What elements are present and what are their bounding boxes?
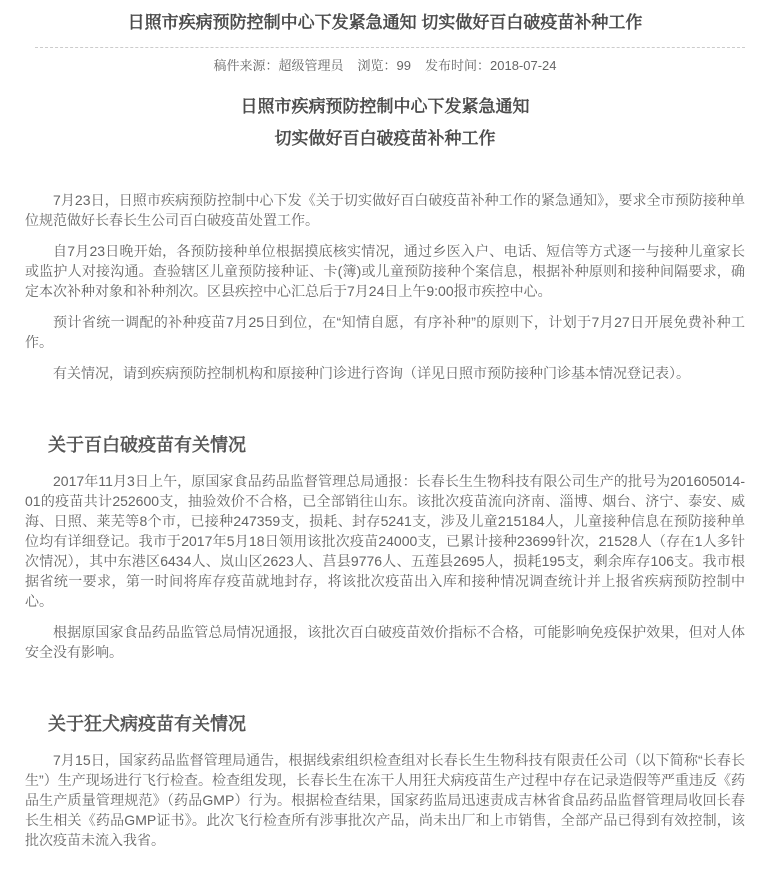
intro-paragraph: 预计省统一调配的补种疫苗7月25日到位，在“知情自愿，有序补种”的原则下，计划于7月27日开展免费补种工作。 bbox=[25, 314, 745, 350]
article-meta bbox=[25, 57, 745, 75]
section-paragraph: 2017年11月3日上午，原国家食品药品监督管理总局通报：长春长生生物科技有限公司生产的批号为201605014-01的疫苗共计252600支，抽验效价不合格，已全部销往山东。该批次疫苗流向济南、淄博、烟台、济宁、泰安、威海、日照、莱芜等8个市，已接种247359支，损耗、封存5241支，涉及儿童215184人，儿童接种信息在预防接种单位均有详细登记。我市于2017年5月18日领用该批次疫苗24000支，已累计接种23699针次，21528人（存在1人多针次情况），其中东港区6434人、岚山区2623人、莒县9776人、五莲县2695人，损耗195支，剩余库存106支。我市根据省统一要求，第一时间将库存疫苗就地封存，将该批次疫苗出入库和接种情况调查统计并上报省疾病预防控制中心。 bbox=[25, 473, 745, 609]
dashed-divider bbox=[35, 47, 745, 48]
meta-source bbox=[213, 58, 343, 73]
meta-views-label: 浏览： bbox=[357, 58, 397, 73]
article-body bbox=[25, 190, 745, 850]
article-subtitle-line2: 切实做好百白破疫苗补种工作 bbox=[274, 129, 496, 148]
section-heading-rabies-vaccine: 关于狂犬病疫苗有关情况 bbox=[48, 714, 246, 734]
section-heading-dtap-vaccine: 关于百白破疫苗有关情况 bbox=[48, 435, 246, 455]
section-paragraph: 7月15日，国家药品监督管理局通告，根据线索组织检查组对长春长生生物科技有限责任公司（以下简称“长春长生”）生产现场进行飞行检查。检查组发现，长春长生在冻干人用狂犬病疫苗生产过程中存在记录造假等严重违反《药品生产质量管理规范》（药品GMP）行为。根据检查结果，国家药监局迅速责成吉林省食品药品监督管理局收回长春长生相关《药品GMP证书》。此次飞行检查所有涉事批次产品，尚未出厂和上市销售，全部产品已得到有效控制，该批次疫苗未流入我省。 bbox=[25, 752, 745, 848]
intro-paragraph: 有关情况，请到疾病预防控制机构和原接种门诊进行咨询（详见日照市预防接种门诊基本情况登记表）。 bbox=[53, 365, 690, 381]
meta-publish-value: 2018-07-24 bbox=[490, 58, 557, 73]
meta-publish-time bbox=[425, 58, 557, 73]
meta-source-label: 稿件来源： bbox=[213, 58, 279, 73]
page-title: 日照市疾病预防控制中心下发紧急通知 切实做好百白破疫苗补种工作 bbox=[127, 13, 643, 32]
section-paragraph: 根据原国家食品药品监管总局情况通报，该批次百白破疫苗效价指标不合格，可能影响免疫保护效果，但对人体安全没有影响。 bbox=[25, 624, 745, 660]
meta-views bbox=[358, 58, 411, 73]
meta-source-value: 超级管理员 bbox=[278, 58, 344, 73]
meta-views-value: 99 bbox=[396, 58, 411, 73]
intro-paragraph: 7月23日，日照市疾病预防控制中心下发《关于切实做好百白破疫苗补种工作的紧急通知》，要求全市预防接种单位规范做好长春长生公司百白破疫苗处置工作。 bbox=[25, 192, 745, 228]
intro-paragraph: 自7月23日晚开始，各预防接种单位根据摸底核实情况，通过乡医入户、电话、短信等方式逐一与接种儿童家长或监护人对接沟通。查验辖区儿童预防接种证、卡(簿)或儿童预防接种个案信息，根据补种原则和接种间隔要求，确定本次补种对象和补种剂次。区县疾控中心汇总后于7月24日上午9:00报市疾控中心。 bbox=[25, 243, 745, 299]
article-subtitle-line1: 日照市疾病预防控制中心下发紧急通知 bbox=[240, 97, 530, 116]
meta-publish-label: 发布时间： bbox=[425, 58, 491, 73]
